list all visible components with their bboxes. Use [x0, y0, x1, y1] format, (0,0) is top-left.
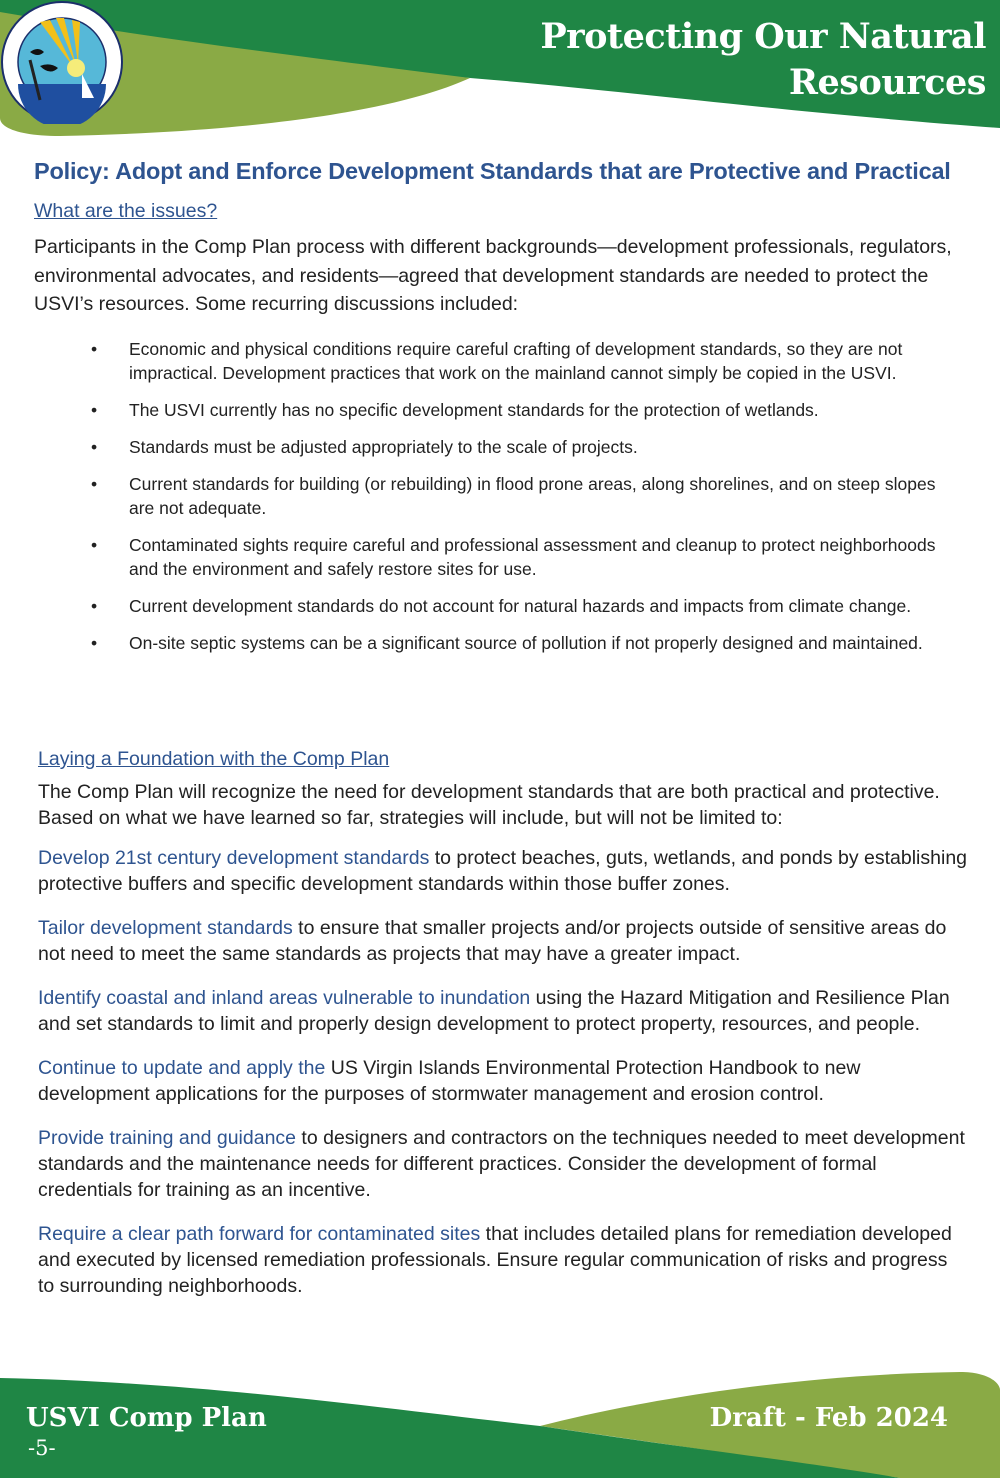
footer-doc-title: USVI Comp Plan: [26, 1403, 267, 1433]
footer-draft-date: Draft - Feb 2024: [709, 1403, 948, 1433]
list-item: • Contaminated sights require careful and professional assessment and cleanup to protect neighborhoods and the environment and safely restore sites for use.: [129, 533, 964, 581]
section-title-line1: Protecting Our Natural: [540, 16, 986, 57]
section-title: [540, 14, 986, 106]
issues-section: [34, 154, 964, 668]
strategy-lead: Require a clear path forward for contaminated sites: [38, 1223, 481, 1245]
strategy-item: [38, 1125, 968, 1203]
policy-title: Policy: Adopt and Enforce Development Standards that are Protective and Practical: [34, 158, 951, 184]
strategy-text: that includes detailed plans for remediation developed and executed by licensed remediation professionals. Ensure regular communication of risks and progress to surrounding neighborhoods.: [38, 1223, 952, 1297]
strategy-lead: Continue to update and apply the: [38, 1057, 326, 1079]
strategy-lead: Develop 21st century development standards: [38, 847, 430, 869]
issues-heading: What are the issues?: [34, 200, 218, 222]
strategy-text: to protect beaches, guts, wetlands, and ponds by establishing protective buffers and specific development standards within those buffer zones.: [38, 847, 968, 895]
strategy-text: US Virgin Islands Environmental Protection Handbook to new development applications for the purposes of stormwater management and erosion control.: [38, 1057, 861, 1105]
list-item: • Economic and physical conditions require careful crafting of development standards, so they are not impractical. Development practices that work on the mainland cannot simply be copied in the USVI.: [129, 337, 964, 385]
strategy-item: [38, 985, 968, 1037]
list-item: • Current standards for building (or rebuilding) in flood prone areas, along shorelines, and on steep slopes are not adequate.: [129, 472, 964, 520]
strategy-text: using the Hazard Mitigation and Resilience Plan and set standards to limit and properly design development to protect property, resources, and people.: [38, 987, 950, 1035]
foundation-heading: Laying a Foundation with the Comp Plan: [38, 748, 390, 770]
strategy-lead: Tailor development standards: [38, 917, 293, 939]
strategy-text: to designers and contractors on the techniques needed to meet development standards and the maintenance needs for different practices. Consider the development of formal credentials for training as an incentive.: [38, 1127, 965, 1201]
foundation-intro: The Comp Plan will recognize the need for development standards that are both practical and protective. Based on what we have learned so far, strategies will include, but will not be limited to:: [38, 781, 940, 829]
foundation-section: [38, 748, 968, 1317]
strategy-item: [38, 1221, 968, 1299]
strategy-item: [38, 1055, 968, 1107]
page-number: -5-: [28, 1436, 56, 1460]
page-header: [0, 0, 1000, 140]
strategy-item: [38, 915, 968, 967]
strategy-text: to ensure that smaller projects and/or projects outside of sensitive areas do not need to meet the same standards as projects that may have a greater impact.: [38, 917, 947, 965]
dpnr-seal-logo: [0, 0, 124, 124]
strategy-item: [38, 845, 968, 897]
list-item: • Standards must be adjusted appropriately to the scale of projects.: [129, 435, 964, 459]
issues-list: [34, 337, 964, 655]
issues-intro: Participants in the Comp Plan process with different backgrounds—development professionals, regulators, environmental advocates, and residents—agreed that development standards are needed to protect the USVI’s resources. Some recurring discussions included:: [34, 236, 952, 315]
list-item: • Current development standards do not account for natural hazards and impacts from climate change.: [129, 594, 964, 618]
strategy-lead: Provide training and guidance: [38, 1127, 297, 1149]
section-title-line2: Resources: [788, 62, 986, 103]
list-item: • The USVI currently has no specific development standards for the protection of wetlands.: [129, 398, 964, 422]
strategy-lead: Identify coastal and inland areas vulnerable to inundation: [38, 987, 531, 1009]
list-item: • On-site septic systems can be a significant source of pollution if not properly designed and maintained.: [129, 631, 964, 655]
